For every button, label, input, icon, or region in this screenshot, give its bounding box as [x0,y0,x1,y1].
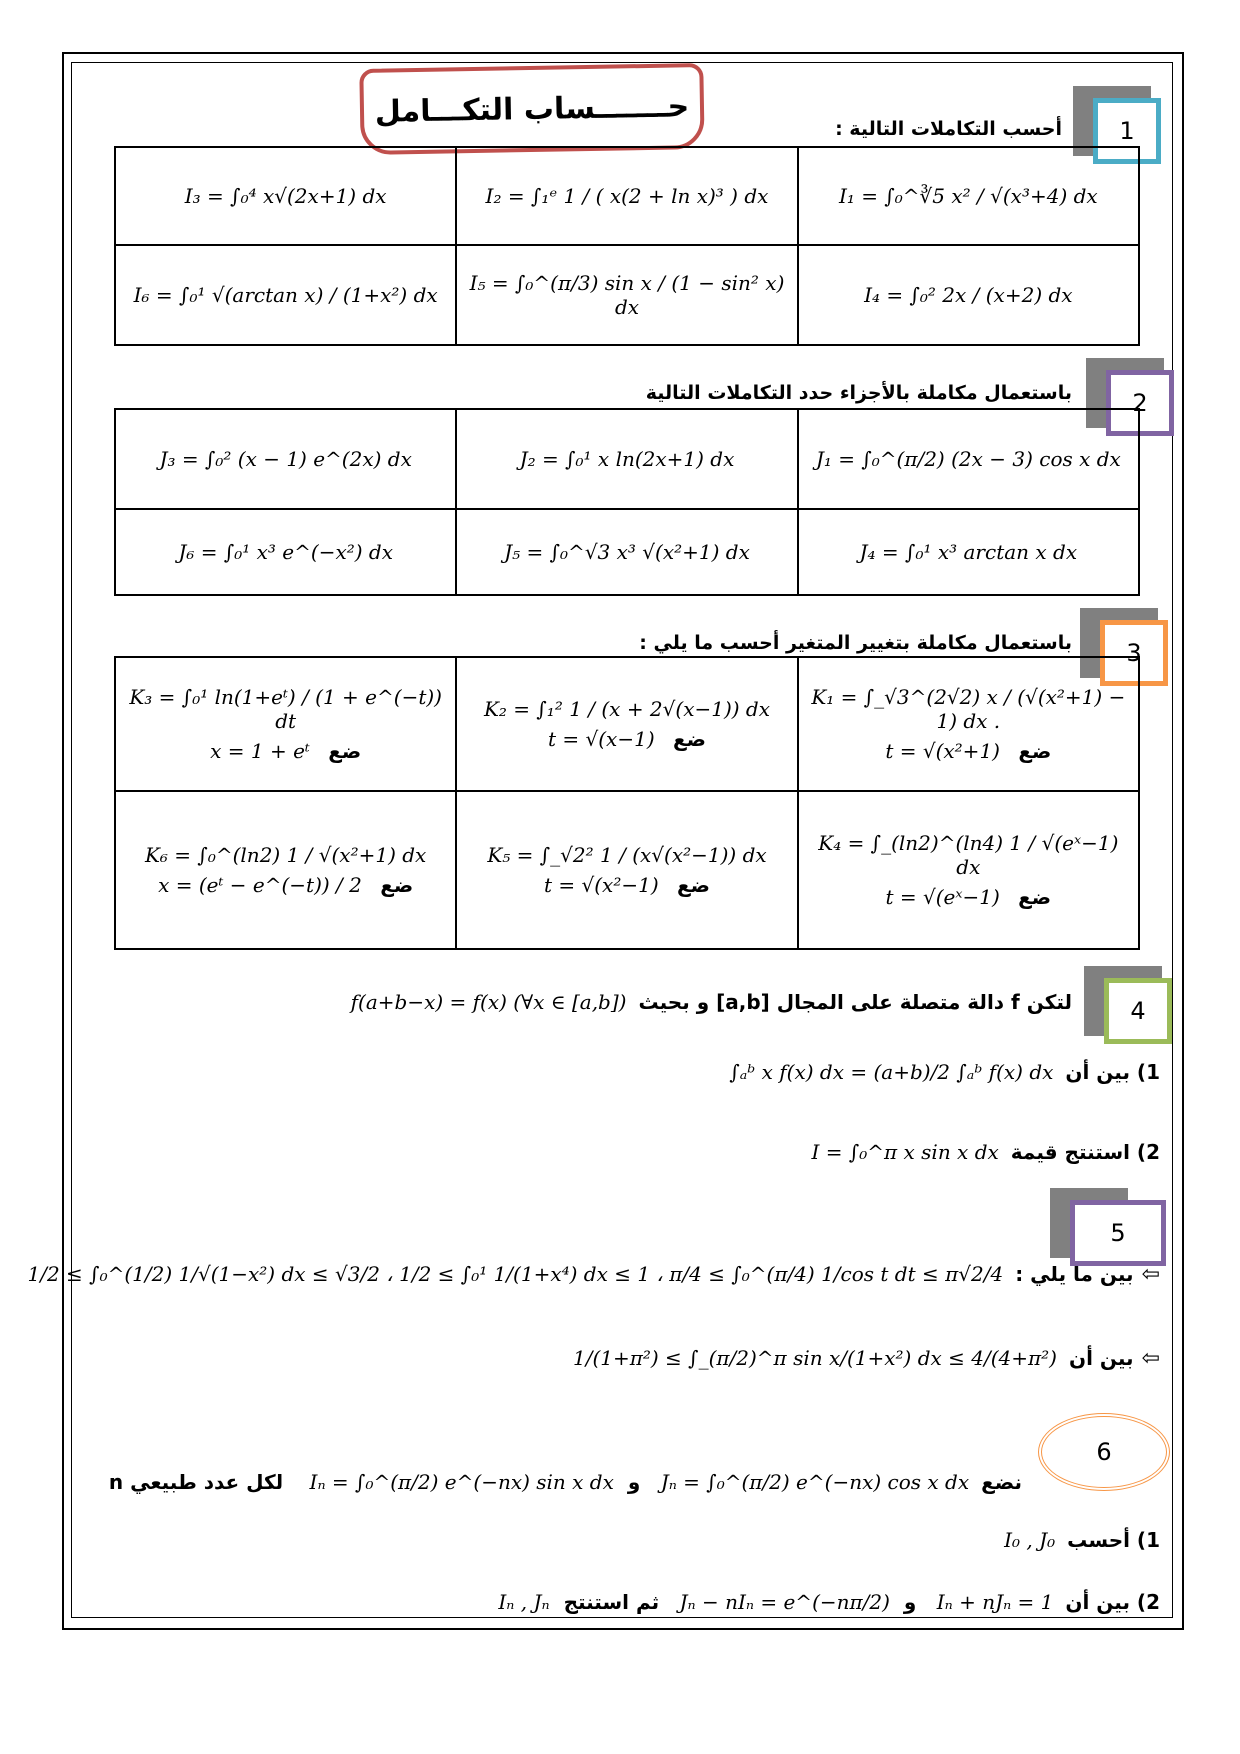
exercise-1-table [114,146,1140,346]
exercise-1-instruction: أحسب التكاملات التالية : [835,118,1062,140]
hollow-arrow-icon: ⇦ [1141,1346,1160,1371]
exercise-3-instruction: باستعمال مكاملة بتغيير المتغير أحسب ما يلي : [639,632,1072,654]
integral-i3: I₃ = ∫₀⁴ x√(2x+1) dx [115,147,456,245]
integral-k6: K₆ = ∫₀^(ln2) 1 / √(x²+1) dx x = (eᵗ − e^(−t)) / 2 ضع [115,791,456,949]
exercise-4-question-2: 2) استنتج قيمةI = ∫₀^π x sin x dx [811,1140,1160,1164]
integral-k5: K₅ = ∫_√2² 1 / (x√(x²−1)) dx t = √(x²−1) ضع [456,791,797,949]
exercise-4-intro: لتكن f دالة متصلة على المجال [a,b] و بحيثf(a+b−x) = f(x) (∀x ∈ [a,b]) [350,990,1072,1014]
integral-i4: I₄ = ∫₀² 2x / (x+2) dx [798,245,1139,345]
exercise-6-question-2: 2) بين أنIₙ + nJₙ = 1 وJₙ − nIₙ = e^(−nπ/2) ثم استنتجIₙ , Jₙ [498,1590,1160,1614]
exercise-6-question-1: 1) أحسبI₀ , J₀ [1004,1528,1160,1552]
exercise-5-question-1: ⇦بين ما يلي :1/2 ≤ ∫₀^(1/2) 1/√(1−x²) dx ≤ √3/2 ، 1/2 ≤ ∫₀¹ 1/(1+x⁴) dx ≤ 1 ، π/4 ≤ ∫₀^(π/4) 1/cos t dt ≤ π√2/4 [27,1262,1160,1287]
integral-j3: J₃ = ∫₀² (x − 1) e^(2x) dx [115,409,456,509]
integral-k2: K₂ = ∫₁² 1 / (x + 2√(x−1)) dx t = √(x−1) ضع [456,657,797,791]
exercise-2-table [114,408,1140,596]
title-banner [359,63,704,155]
integral-i6: I₆ = ∫₀¹ √(arctan x) / (1+x²) dx [115,245,456,345]
exercise-3-table [114,656,1140,950]
page-title: حـــــــساب التكـــامل [374,88,690,130]
exercise-number-6: 6 [1038,1413,1170,1491]
integral-k1: K₁ = ∫_√3^(2√2) x / (√(x²+1) − 1) dx . t = √(x²+1) ضع [798,657,1139,791]
integral-k3: K₃ = ∫₀¹ ln(1+eᵗ) / (1 + e^(−t)) dt x = 1 + eᵗ ضع [115,657,456,791]
integral-j4: J₄ = ∫₀¹ x³ arctan x dx [798,509,1139,595]
integral-j6: J₆ = ∫₀¹ x³ e^(−x²) dx [115,509,456,595]
exercise-4-question-1: 1) بين أن∫ₐᵇ x f(x) dx = (a+b)/2 ∫ₐᵇ f(x) dx [729,1060,1160,1084]
exercise-6-definition: نضعJₙ = ∫₀^(π/2) e^(−nx) cos x dx وIₙ = ∫₀^(π/2) e^(−nx) sin x dx لكل عدد طبيعي n [108,1470,1022,1494]
exercise-5-question-2: ⇦بين أن1/(1+π²) ≤ ∫_(π/2)^π sin x/(1+x²) dx ≤ 4/(4+π²) [572,1346,1160,1371]
integral-k4: K₄ = ∫_(ln2)^(ln4) 1 / √(eˣ−1) dx t = √(eˣ−1) ضع [798,791,1139,949]
integral-i2: I₂ = ∫₁ᵉ 1 / ( x(2 + ln x)³ ) dx [456,147,797,245]
integral-i5: I₅ = ∫₀^(π/3) sin x / (1 − sin² x) dx [456,245,797,345]
integral-i1: I₁ = ∫₀^∛5 x² / √(x³+4) dx [798,147,1139,245]
integral-j1: J₁ = ∫₀^(π/2) (2x − 3) cos x dx [798,409,1139,509]
integral-j2: J₂ = ∫₀¹ x ln(2x+1) dx [456,409,797,509]
exercise-2-instruction: باستعمال مكاملة بالأجزاء حدد التكاملات التالية [645,382,1072,404]
integral-j5: J₅ = ∫₀^√3 x³ √(x²+1) dx [456,509,797,595]
hollow-arrow-icon: ⇦ [1141,1262,1160,1287]
